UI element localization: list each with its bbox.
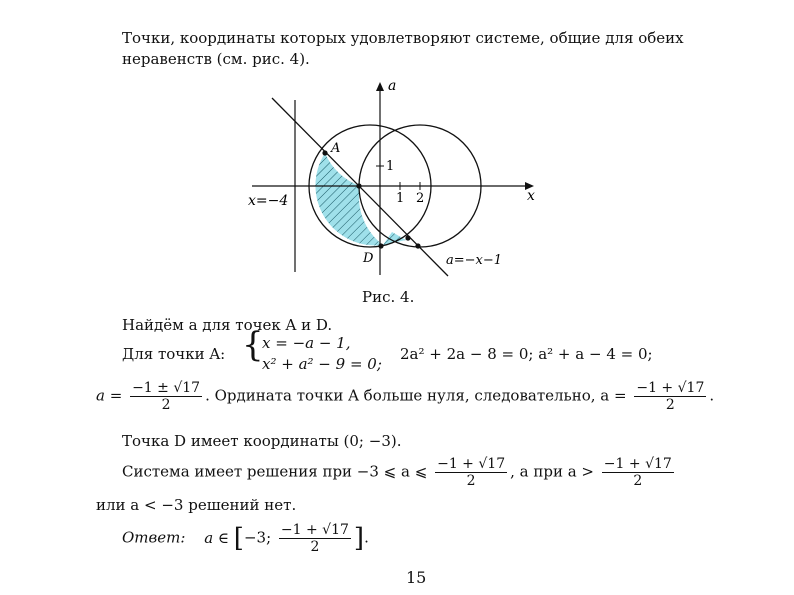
point-D-line: Точка D имеет координаты (0; −3).	[122, 432, 402, 450]
point-e-dot	[405, 235, 410, 240]
frac-answer-num: −1 + √17	[280, 522, 349, 538]
frac-pm	[130, 380, 202, 413]
frac-sol-1-den: 2	[466, 473, 476, 489]
line-eq-label: a=−x−1	[446, 253, 503, 268]
a-axis-label: a	[388, 78, 397, 94]
figure-caption: Рис. 4.	[362, 288, 415, 306]
frac-plus	[634, 380, 706, 413]
sol-start: Система имеет решения при −3 ⩽ a ⩽	[122, 462, 428, 481]
tick-y1-label: 1	[386, 159, 395, 174]
ordinate-text: . Ордината точки A больше нуля, следовательно, a =	[205, 386, 627, 405]
point-D-label: D	[363, 251, 374, 266]
find-line: Найдём a для точек A и D.	[122, 316, 333, 334]
frac-plus-num: −1 + √17	[636, 380, 705, 396]
system-row-1: x = −a − 1,	[262, 334, 351, 352]
for-point-label: Для точки A:	[122, 345, 226, 363]
system-solution-line	[122, 456, 677, 489]
period: .	[709, 386, 715, 405]
answer-bracket-right: ]	[353, 523, 365, 554]
answer-line	[122, 522, 369, 555]
system-row-2: x² + a² − 9 = 0;	[262, 355, 382, 373]
frac-pm-den: 2	[161, 397, 171, 413]
point-D-dot	[378, 243, 383, 248]
point-f-dot	[415, 243, 420, 248]
a-axis-arrow	[376, 82, 384, 91]
point-A-dot	[322, 150, 327, 155]
intro-line-2: неравенств (см. рис. 4).	[122, 50, 310, 68]
x-axis-label: x	[527, 188, 535, 204]
answer-end: .	[364, 528, 369, 547]
page-number: 15	[406, 568, 427, 587]
frac-sol-1	[435, 456, 507, 489]
frac-pm-num: −1 ± √17	[132, 380, 201, 396]
system-brace: {	[242, 325, 264, 365]
frac-plus-den: 2	[665, 397, 675, 413]
answer-bracket-left: [	[233, 523, 244, 554]
point-mid-dot	[356, 183, 361, 188]
answer-left: −3;	[243, 528, 272, 547]
sol-mid: , а при a >	[510, 462, 595, 481]
tick-x2-label: 2	[416, 191, 425, 206]
no-solutions-line: или a < −3 решений нет.	[96, 496, 297, 514]
answer-a: a ∈	[204, 528, 230, 547]
intro-line-1: Точки, координаты которых удовлетворяют системе, общие для обеих	[122, 29, 684, 47]
a-eq-label: a =	[96, 386, 123, 405]
equations-line: 2a² + 2a − 8 = 0; a² + a − 4 = 0;	[400, 345, 653, 363]
point-A-label: A	[331, 141, 341, 156]
frac-sol-2	[602, 456, 674, 489]
frac-answer	[279, 522, 351, 555]
a-roots-line	[96, 380, 714, 413]
vline-label: x=−4	[248, 193, 289, 209]
tick-x1-label: 1	[396, 191, 405, 206]
frac-sol-2-den: 2	[633, 473, 643, 489]
answer-label: Ответ:	[122, 528, 186, 547]
frac-sol-2-num: −1 + √17	[603, 456, 672, 472]
frac-sol-1-num: −1 + √17	[437, 456, 506, 472]
frac-answer-den: 2	[310, 539, 320, 555]
